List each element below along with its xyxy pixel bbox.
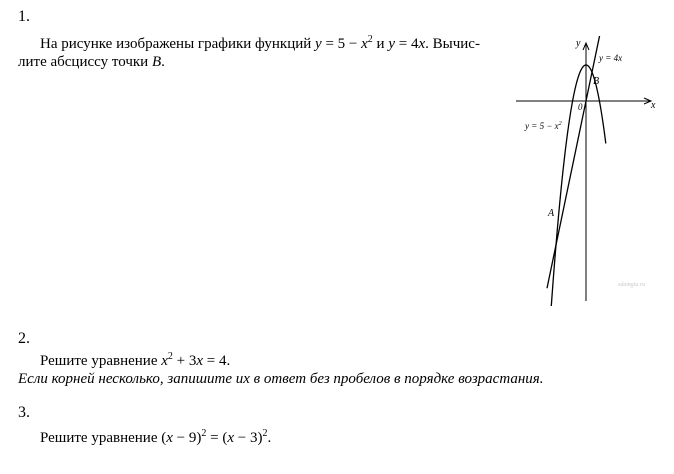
parabola-label: $y = 5 - x^2$ (525, 121, 562, 131)
problem-3-text-line1: Решите уравнение $(x - 9)^2 = (x - 3)^2$. (40, 428, 272, 446)
x-axis-label: x (651, 100, 656, 111)
point-b-label: B (593, 76, 600, 87)
problem-1-number: 1. (18, 8, 30, 25)
axes (516, 43, 651, 301)
point-a-label: A (548, 208, 555, 219)
problem-3-number: 3. (18, 404, 30, 421)
function-graphs-figure (510, 36, 660, 306)
y-axis-label: y (576, 38, 581, 49)
problem-2-instruction: Если корней несколько, запишите их в ответ без пробелов в порядке возрастания. (18, 371, 544, 387)
problem-1-text-line2: лите абсциссу точки B. (18, 54, 165, 70)
problem-1-text-line1: На рисунке изображены графики функций $y = 5 - x^2$ и y = 4x. Вычис- (40, 34, 480, 52)
line-curve (547, 36, 600, 288)
problem-2-number: 2. (18, 330, 30, 347)
problem-2-text-line1: Решите уравнение $x^2 + 3x = 4$. (40, 351, 231, 369)
line-label: y = 4x (599, 53, 623, 63)
origin-label: 0 (578, 102, 583, 112)
watermark: sdamgia.ru (618, 282, 646, 288)
